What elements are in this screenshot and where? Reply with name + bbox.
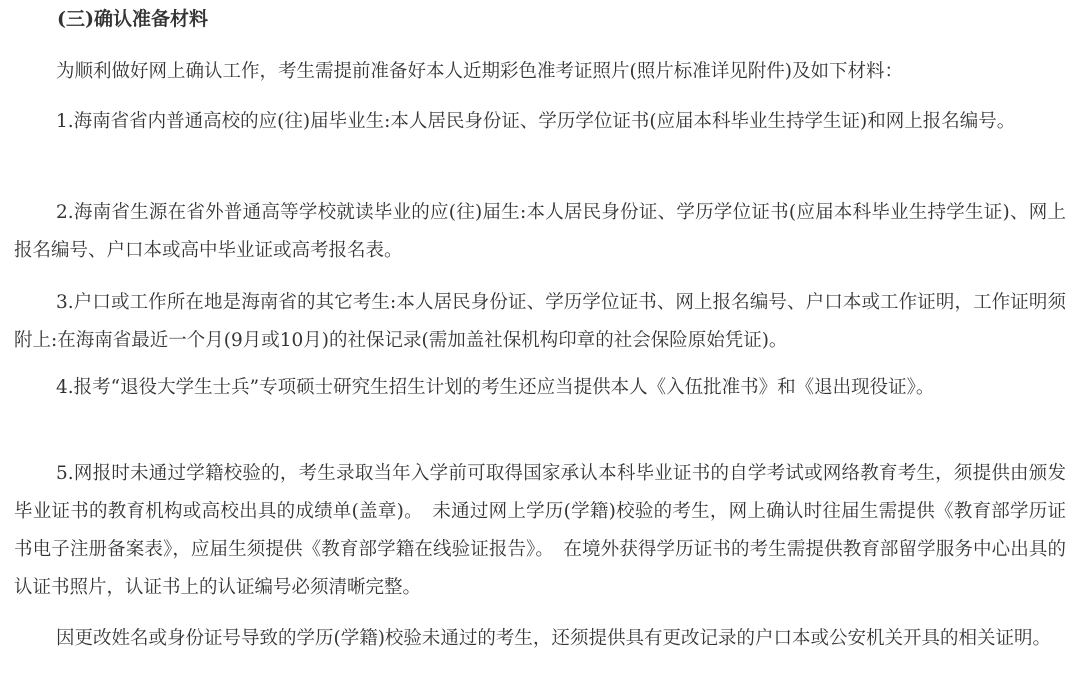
- materials-item-4: 4.报考“退役大学生士兵”专项硕士研究生招生计划的考生还应当提供本人《入伍批准书》和《退出现役证》。: [56, 377, 935, 398]
- name-change-note: 因更改姓名或身份证号导致的学历(学籍)校验未通过的考生，还须提供具有更改记录的户口本或公安机关开具的相关证明。: [56, 628, 1051, 649]
- materials-item-1: 1.海南省省内普通高校的应(往)届毕业生:本人居民身份证、学历学位证书(应届本科毕业生持学生证)和网上报名编号。: [56, 111, 1016, 132]
- materials-item-3: 3.户口或工作所在地是海南省的其它考生:本人居民身份证、学历学位证书、网上报名编号、户口本或工作证明，工作证明须附上:在海南省最近一个月(9月或10月)的社保记录(需加盖社保机构印章的社会保险原始凭证)。: [14, 292, 1066, 351]
- materials-item-5: 5.网报时未通过学籍校验的，考生录取当年入学前可取得国家承认本科毕业证书的自学考试或网络教育考生，须提供由颁发毕业证书的教育机构或高校出具的成绩单(盖章)。 未通过网上学历(学籍)校验的考生，网上确认时往届生需提供《教育部学历证书电子注册备案表》，应届生须提供《教育部学籍在线验证报告》。 在境外获得学历证书的考生需提供教育部留学服务中心出具的认证书照片，认证书上的认证编号必须清晰完整。: [14, 463, 1066, 598]
- intro-paragraph: 为顺利做好网上确认工作，考生需提前准备好本人近期彩色准考证照片(照片标准详见附件)及如下材料：: [56, 61, 903, 82]
- materials-item-2: 2.海南省生源在省外普通高等学校就读毕业的应(往)届生:本人居民身份证、学历学位证书(应届本科毕业生持学生证)、网上报名编号、户口本或高中毕业证或高考报名表。: [14, 202, 1066, 261]
- section-heading: (三)确认准备材料: [57, 8, 208, 30]
